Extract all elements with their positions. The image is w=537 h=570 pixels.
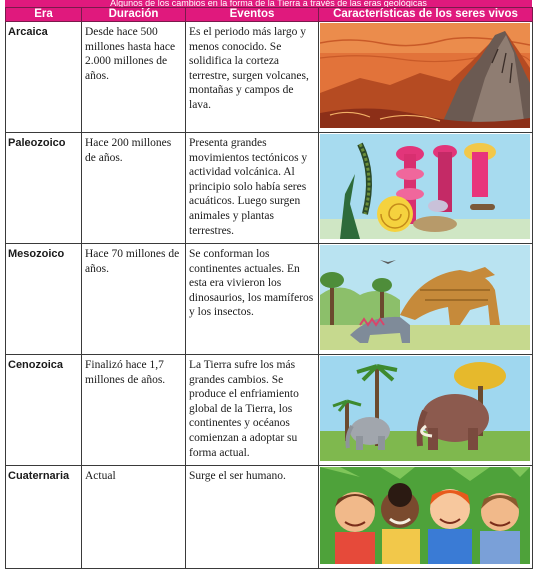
eventos-cell: Se conforman los continentes actuales. En esta era vivieron los dinosaurios, los mamíferos y los insectos. bbox=[186, 244, 319, 355]
era-cell: Cenozoica bbox=[6, 355, 82, 466]
duracion-cell: Finalizó hace 1,7 millones de años. bbox=[82, 355, 186, 466]
image-cell bbox=[319, 466, 533, 569]
era-cell: Cuaternaria bbox=[6, 466, 82, 569]
document bbox=[5, 0, 532, 569]
eventos-cell: Presenta grandes movimientos tectónicos y actividad volcánica. Al principio solo había seres acuáticos. Luego surgen animales y plantas terrestres. bbox=[186, 133, 319, 244]
image-cell bbox=[319, 133, 533, 244]
eventos-cell: La Tierra sufre los más grandes cambios. Se produce el enfriamiento global de la Tierra, los continentes y océanos comienzan a adoptar su forma actual. bbox=[186, 355, 319, 466]
table-row bbox=[6, 22, 533, 133]
era-cell: Paleozoico bbox=[6, 133, 82, 244]
era-cell: Arcaica bbox=[6, 22, 82, 133]
duracion-cell: Desde hace 500 millones hasta hace 2.000 millones de años. bbox=[82, 22, 186, 133]
table-caption: Algunos de los cambios en la forma de la Tierra a través de las eras geológicas bbox=[5, 0, 532, 7]
header-row bbox=[6, 8, 533, 22]
image-cell bbox=[319, 22, 533, 133]
geologic-eras-table bbox=[5, 7, 533, 569]
header-eventos: Eventos bbox=[186, 8, 319, 22]
table-row bbox=[6, 133, 533, 244]
table-row bbox=[6, 244, 533, 355]
header-caracteristicas: Características de los seres vivos bbox=[319, 8, 533, 22]
eventos-cell: Surge el ser humano. bbox=[186, 466, 319, 569]
duracion-cell: Hace 200 millones de años. bbox=[82, 133, 186, 244]
table-row bbox=[6, 355, 533, 466]
image-cell bbox=[319, 355, 533, 466]
era-cell: Mesozoico bbox=[6, 244, 82, 355]
duracion-cell: Actual bbox=[82, 466, 186, 569]
image-cell bbox=[319, 244, 533, 355]
volcanic-landscape-illustration bbox=[320, 23, 530, 128]
eventos-cell: Es el periodo más largo y menos conocido. Se solidifica la corteza terrestre, surgen volcanes, montañas y campos de lava. bbox=[186, 22, 319, 133]
children-illustration bbox=[320, 467, 530, 564]
header-duracion: Duración bbox=[82, 8, 186, 22]
dinosaurs-illustration bbox=[320, 245, 530, 350]
marine-life-illustration bbox=[320, 134, 530, 239]
mammoths-illustration bbox=[320, 356, 530, 461]
table-row bbox=[6, 466, 533, 569]
duracion-cell: Hace 70 millones de años. bbox=[82, 244, 186, 355]
header-era: Era bbox=[6, 8, 82, 22]
